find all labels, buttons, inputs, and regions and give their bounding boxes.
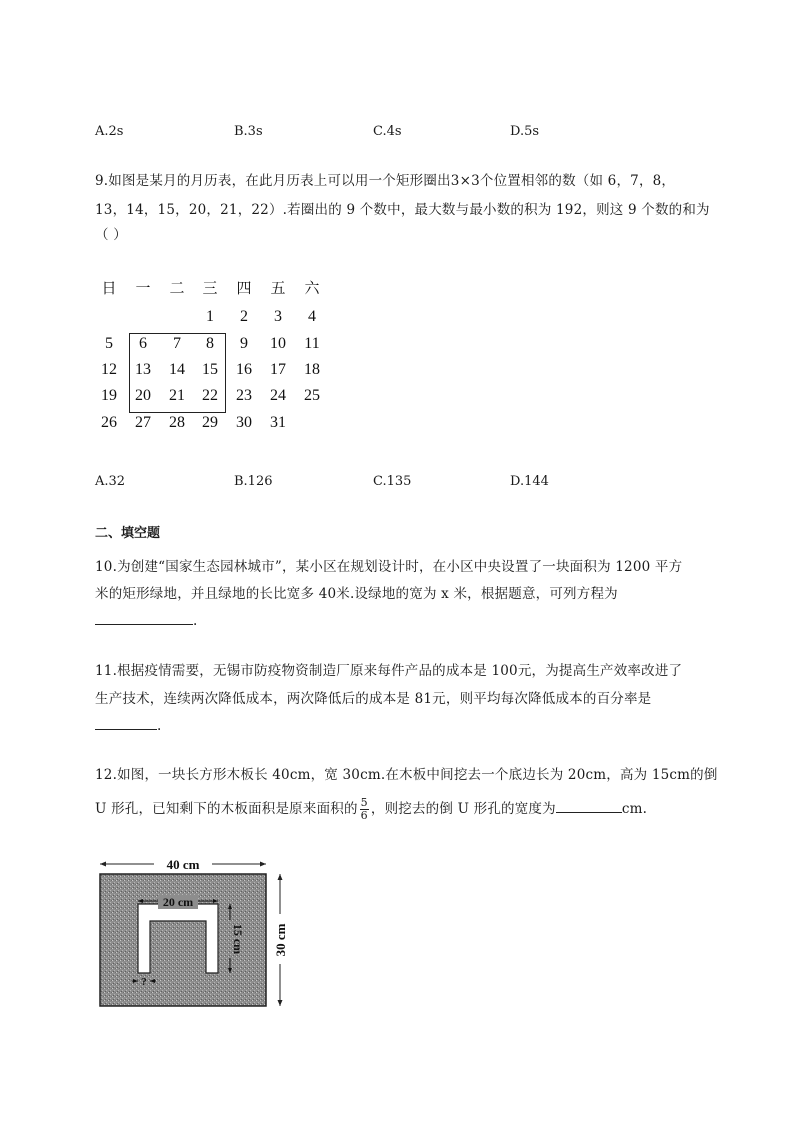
calendar-day: 22	[202, 387, 218, 404]
calendar-day: 26	[101, 414, 117, 431]
q9-line-1: 9.如图是某月的月历表，在此月历表上可以用一个矩形圈出3×3个位置相邻的数（如 6，7，8，	[95, 173, 676, 189]
calendar-day: 13	[135, 361, 151, 378]
q9-line-3: （ ）	[95, 227, 127, 243]
q12-line-1: 12.如图，一块长方形木板长 40cm，宽 30cm.在木板中间挖去一个底边长为 20cm，高为 15cm的倒	[95, 767, 718, 783]
q11-line-2: 生产技术，连续两次降低成本，两次降低后的成本是 81元，则平均每次降低成本的百分率是	[95, 691, 652, 707]
calendar-selection-box	[129, 333, 226, 413]
calendar-day: 4	[308, 308, 316, 325]
q8-option-a: A.2s	[95, 124, 124, 139]
calendar-day: 21	[169, 387, 185, 404]
q12-line-2b: ，则挖去的倒 U 形孔的宽度为	[370, 801, 556, 817]
q11-answer-blank[interactable]	[95, 713, 157, 730]
fraction-denominator: 6	[360, 809, 368, 822]
q11-line-1: 11.根据疫情需要，无锡市防疫物资制造厂原来每件产品的成本是 100元，为提高生产效率改进了	[95, 663, 683, 679]
q8-option-c: C.4s	[373, 124, 402, 139]
calendar-day: 3	[274, 308, 282, 325]
calendar-header-fri: 五	[270, 279, 286, 297]
calendar-day: 24	[270, 387, 286, 404]
inner-width-label: 20 cm	[162, 895, 194, 909]
height-label: 30 cm	[273, 923, 288, 957]
q9-option-d: D.144	[510, 474, 549, 489]
calendar-day: 23	[236, 387, 252, 404]
q9-line-2: 13，14，15，20，21，22）.若圈出的 9 个数中，最大数与最小数的积为 192，则这 9 个数的和为	[95, 202, 710, 218]
calendar-table	[92, 275, 342, 445]
calendar-day: 19	[101, 387, 117, 404]
calendar-header-tue: 二	[169, 279, 185, 297]
calendar-day: 10	[270, 335, 286, 352]
calendar-day: 15	[202, 361, 218, 378]
calendar-header-mon: 一	[135, 279, 151, 297]
q11-answer-line	[95, 713, 162, 739]
calendar-day: 28	[169, 414, 185, 431]
calendar-day: 16	[236, 361, 252, 378]
q9-option-a: A.32	[95, 474, 126, 489]
q12-unit: cm.	[621, 801, 648, 817]
q10-end: .	[193, 613, 198, 629]
calendar-day: 18	[304, 361, 320, 378]
calendar-day: 20	[135, 387, 151, 404]
calendar-day: 14	[169, 361, 185, 378]
unknown-width-label: ?	[141, 976, 147, 988]
q10-answer-blank[interactable]	[95, 608, 193, 625]
calendar-day: 17	[270, 361, 286, 378]
calendar-day: 9	[240, 335, 248, 352]
calendar-day: 5	[105, 335, 113, 352]
calendar-day: 8	[206, 335, 214, 352]
width-label: 40 cm	[166, 857, 200, 872]
q10-line-1: 10.为创建“国家生态园林城市”，某小区在规划设计时，在小区中央设置了一块面积为 1200 平方	[95, 559, 683, 575]
q8-option-b: B.3s	[234, 124, 263, 139]
calendar-day: 25	[304, 387, 320, 404]
calendar-day: 12	[101, 361, 117, 378]
calendar-header-thu: 四	[236, 279, 252, 297]
calendar-day: 11	[304, 335, 320, 352]
calendar-header-sun: 日	[101, 279, 117, 297]
calendar-header-sat: 六	[304, 279, 320, 297]
q12-line-2	[95, 794, 735, 824]
q12-line-2a: U 形孔，已知剩下的木板面积是原来面积的	[95, 801, 358, 817]
inner-height-label: 15 cm	[231, 923, 245, 955]
fraction-numerator: 5	[360, 796, 368, 809]
board-figure	[92, 852, 302, 1017]
section-title-fill-in: 二、填空题	[95, 526, 161, 541]
calendar-day: 31	[270, 414, 286, 431]
q10-answer-line	[95, 608, 198, 634]
q8-option-d: D.5s	[510, 124, 540, 139]
q10-line-2: 米的矩形绿地，并且绿地的长比宽多 40米.设绿地的宽为 x 米，根据题意，可列方程为	[95, 586, 618, 602]
calendar-day: 6	[139, 335, 147, 352]
calendar-day: 27	[135, 414, 151, 431]
fraction-five-sixths	[360, 797, 369, 822]
calendar-header-wed: 三	[202, 279, 218, 297]
calendar-day: 1	[206, 308, 214, 325]
calendar-day: 7	[173, 335, 181, 352]
q11-end: .	[157, 718, 162, 734]
q9-option-b: B.126	[234, 474, 273, 489]
q9-option-c: C.135	[373, 474, 412, 489]
calendar-day: 30	[236, 414, 252, 431]
calendar-day: 29	[202, 414, 218, 431]
calendar-day: 2	[240, 308, 248, 325]
q12-answer-blank[interactable]	[556, 796, 622, 813]
